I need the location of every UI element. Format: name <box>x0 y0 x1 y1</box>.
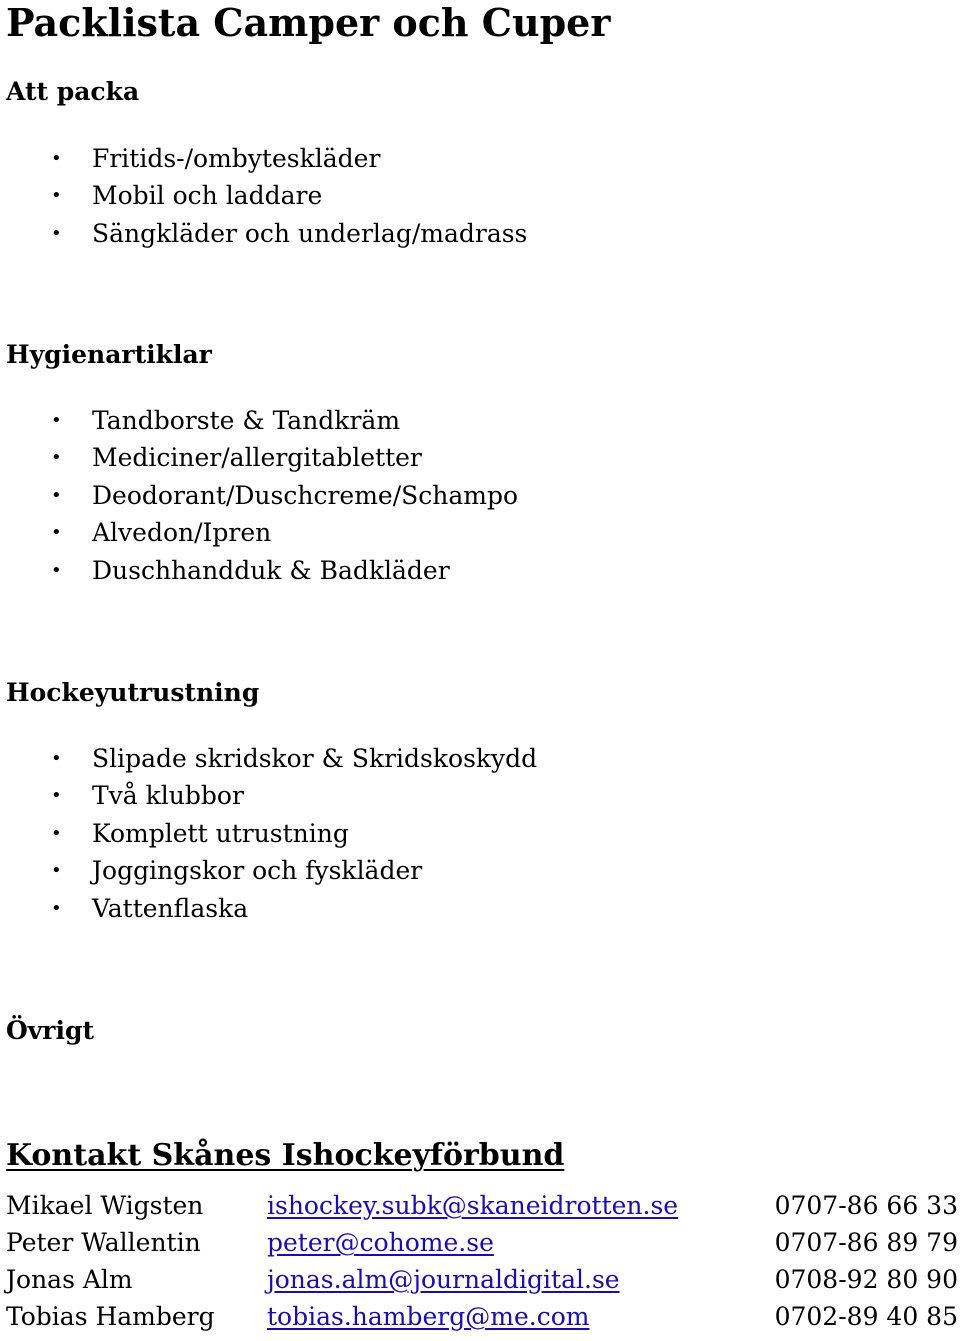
contact-row <box>0 1261 960 1298</box>
bullet-icon: • <box>51 447 62 469</box>
section-heading-ovrigt: Övrigt <box>6 1016 95 1045</box>
bullet-icon: • <box>51 185 62 207</box>
bullet-icon: • <box>51 785 62 807</box>
bullet-icon: • <box>51 860 62 882</box>
contact-heading: Kontakt Skånes Ishockeyförbund <box>6 1138 565 1173</box>
bullet-icon: • <box>51 748 62 769</box>
bullet-icon: • <box>51 484 62 506</box>
contact-row <box>0 1298 960 1335</box>
contact-email-link[interactable]: peter@cohome.se <box>267 1228 494 1257</box>
contact-phone: 0702-89 40 85 <box>774 1302 958 1331</box>
contact-row <box>0 1224 960 1261</box>
contact-email-link[interactable]: ishockey.subk@skaneidrotten.se <box>267 1191 679 1220</box>
bullet-icon: • <box>51 897 62 919</box>
bullet-icon: • <box>51 522 62 544</box>
contact-name: Tobias Hamberg <box>6 1302 215 1331</box>
section-heading-att-packa: Att packa <box>6 77 140 106</box>
bullet-icon: • <box>51 559 62 581</box>
bullet-icon: • <box>51 222 62 244</box>
page-title: Packlista Camper och Cuper <box>6 0 611 45</box>
section-heading-hockeyutrustning: Hockeyutrustning <box>6 678 260 707</box>
contact-name: Mikael Wigsten <box>6 1191 204 1220</box>
contact-name: Peter Wallentin <box>6 1228 201 1257</box>
bullet-icon: • <box>51 148 62 169</box>
contact-row <box>0 1187 960 1224</box>
bullet-icon: • <box>51 410 62 431</box>
bullet-icon: • <box>51 822 62 844</box>
section-heading-hygienartiklar: Hygienartiklar <box>6 340 212 369</box>
document-page: Packlista Camper och Cuper Att packa • Fritids-/ombyteskläder • Mobil och laddare • Sängkläder och underlag/madrass Hygienartiklar • Tandborste & Tandkräm • Mediciner/allergitabletter • Deodorant/Duschcreme/Schampo • Alvedon/Ipren • Duschhandduk & Badkläder Hockeyutrustning • Slipade skridskor & Skridskoskydd • Två klubbor • Komplett utrustning • Joggingskor och fyskläder • Vattenflaska Övrigt Kontakt Skånes Ishockeyförbund Mikael Wigsten ishockey.subk@skaneidrotten.se 0707-86 66 33 Peter Wallentin peter@cohome.se 0707-86 89 79 Jonas Alm jonas.alm@journaldigital.se 0708-92 80 90 Tobias Hamberg tobias.hamberg@me.com 0702-89 40 85 <box>0 0 960 1341</box>
contact-phone: 0708-92 80 90 <box>774 1265 958 1294</box>
contact-phone: 0707-86 66 33 <box>774 1191 958 1220</box>
contact-phone: 0707-86 89 79 <box>774 1228 958 1257</box>
contact-name: Jonas Alm <box>6 1265 133 1294</box>
contact-table <box>0 1187 960 1335</box>
contact-email-link[interactable]: jonas.alm@journaldigital.se <box>267 1265 620 1294</box>
contact-email-link[interactable]: tobias.hamberg@me.com <box>267 1302 590 1331</box>
